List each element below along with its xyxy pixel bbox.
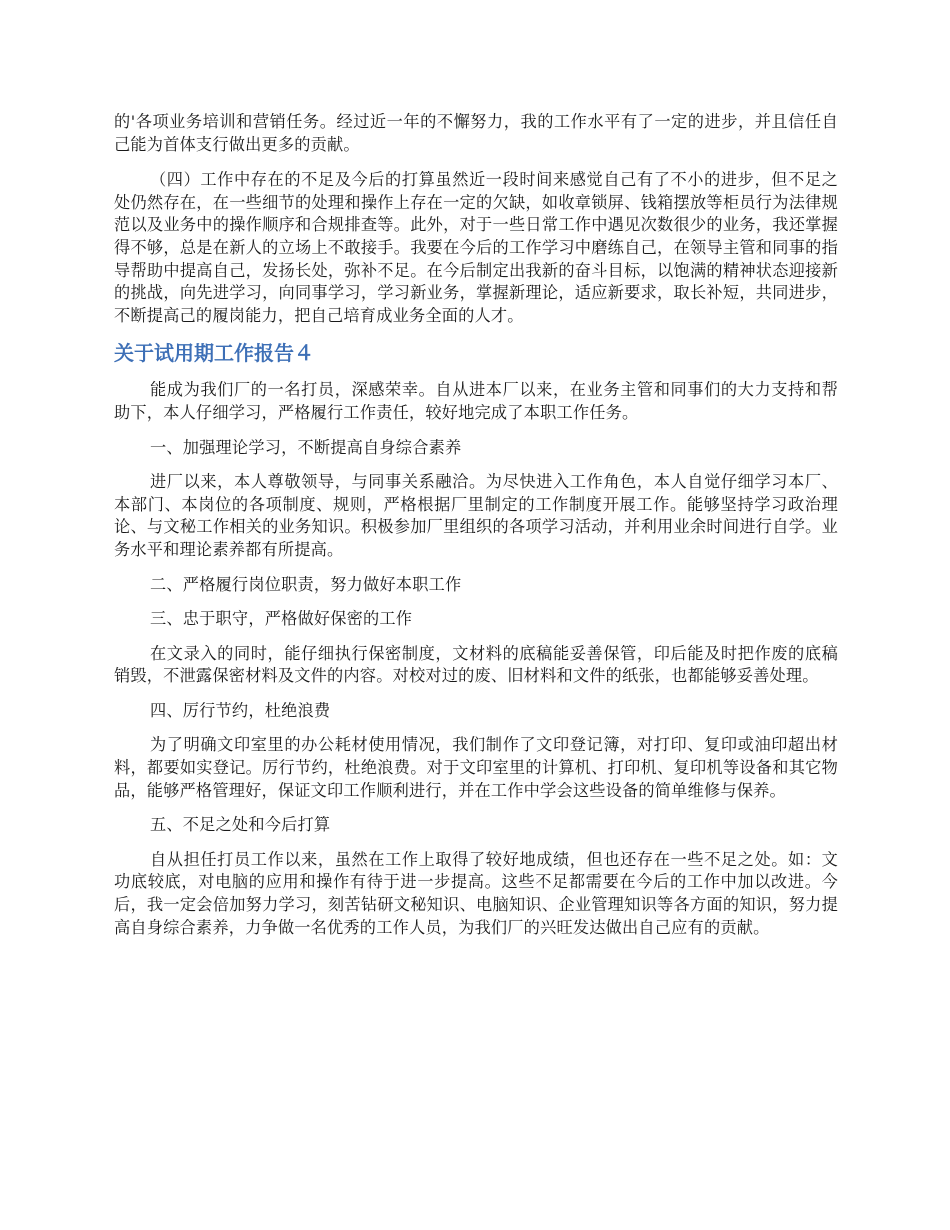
subsection-title-5: 五、不足之处和今后打算: [150, 815, 331, 835]
paragraph-subsection-4: 为了明确文印室里的办公耗材使用情况，我们制作了文印登记簿，对打印、复印或油印超出材料，都要如实登记。厉行节约，杜绝浪费。对于文印室里的计算机、打印机、复印机等设备和其它物品，能够严格管理好，保证文印工作顺利进行，并在工作中学会这些设备的简单维修与保养。: [114, 735, 838, 800]
section-heading: 关于试用期工作报告４: [114, 341, 314, 366]
paragraph-subsection-3: 在文录入的同时，能仔细执行保密制度，文材料的底稿能妥善保管，印后能及时把作废的底稿销毁，不泄露保密材料及文件的内容。对校对过的废、旧材料和文件的纸张，也都能够妥善处理。: [114, 643, 838, 686]
paragraph-section-four: （四）工作中存在的不足及今后的打算虽然近一段时间来感觉自己有了不小的进步，但不足之处仍然存在，在一些细节的处理和操作上存在一定的欠缺，如收章锁屏、钱箱摆放等柜员行为法律规范以及业务中的操作顺序和合规排查等。此外，对于一些日常工作中遇见次数很少的业务，我还掌握得不够，总是在新人的立场上不敢接手。我要在今后的工作学习中磨练自己，在领导主管和同事的指导帮助中提高自己，发扬长处，弥补不足。在今后制定出我新的奋斗目标，以饱满的精神状态迎接新的挑战，向先进学习，向同事学习，学习新业务，掌握新理论，适应新要求，取长补短，共同进步，不断提高己的履岗能力，把自己培育成业务全面的人才。: [114, 170, 838, 325]
subsection-title-2: 二、严格履行岗位职责，努力做好本职工作: [150, 574, 462, 594]
subsection-title-1: 一、加强理论学习，不断提高自身综合素养: [150, 437, 462, 457]
paragraph-subsection-5: 自从担任打员工作以来，虽然在工作上取得了较好地成绩，但也还存在一些不足之处。如：文功底较底，对电脑的应用和操作有待于进一步提高。这些不足都需要在今后的工作中加以改进。今后，我一定会倍加努力学习，刻苦钻研文秘知识、电脑知识、企业管理知识等各方面的知识，努力提高自身综合素养，力争做一名优秀的工作人员，为我们厂的兴旺发达做出自己应有的贡献。: [114, 849, 838, 937]
paragraph-intro: 能成为我们厂的一名打员，深感荣幸。自从进本厂以来，在业务主管和同事们的大力支持和帮助下，本人仔细学习，严格履行工作责任，较好地完成了本职工作任务。: [114, 380, 838, 422]
paragraph-continued: 的'各项业务培训和营销任务。经过近一年的不懈努力，我的工作水平有了一定的进步，并且信任自己能为首体支行做出更多的贡献。: [114, 112, 838, 154]
subsection-title-3: 三、忠于职守，严格做好保密的工作: [150, 609, 413, 629]
paragraph-subsection-1: 进厂以来，本人尊敬领导，与同事关系融洽。为尽快进入工作角色，本人自觉仔细学习本厂、本部门、本岗位的各项制度、规则，严格根据厂里制定的工作制度开展工作。能够坚持学习政治理论、与文秘工作相关的业务知识。积极参加厂里组织的各项学习活动，并利用业余时间进行自学。业务水平和理论素养都有所提高。: [114, 472, 838, 559]
subsection-title-4: 四、厉行节约，杜绝浪费: [150, 700, 331, 720]
